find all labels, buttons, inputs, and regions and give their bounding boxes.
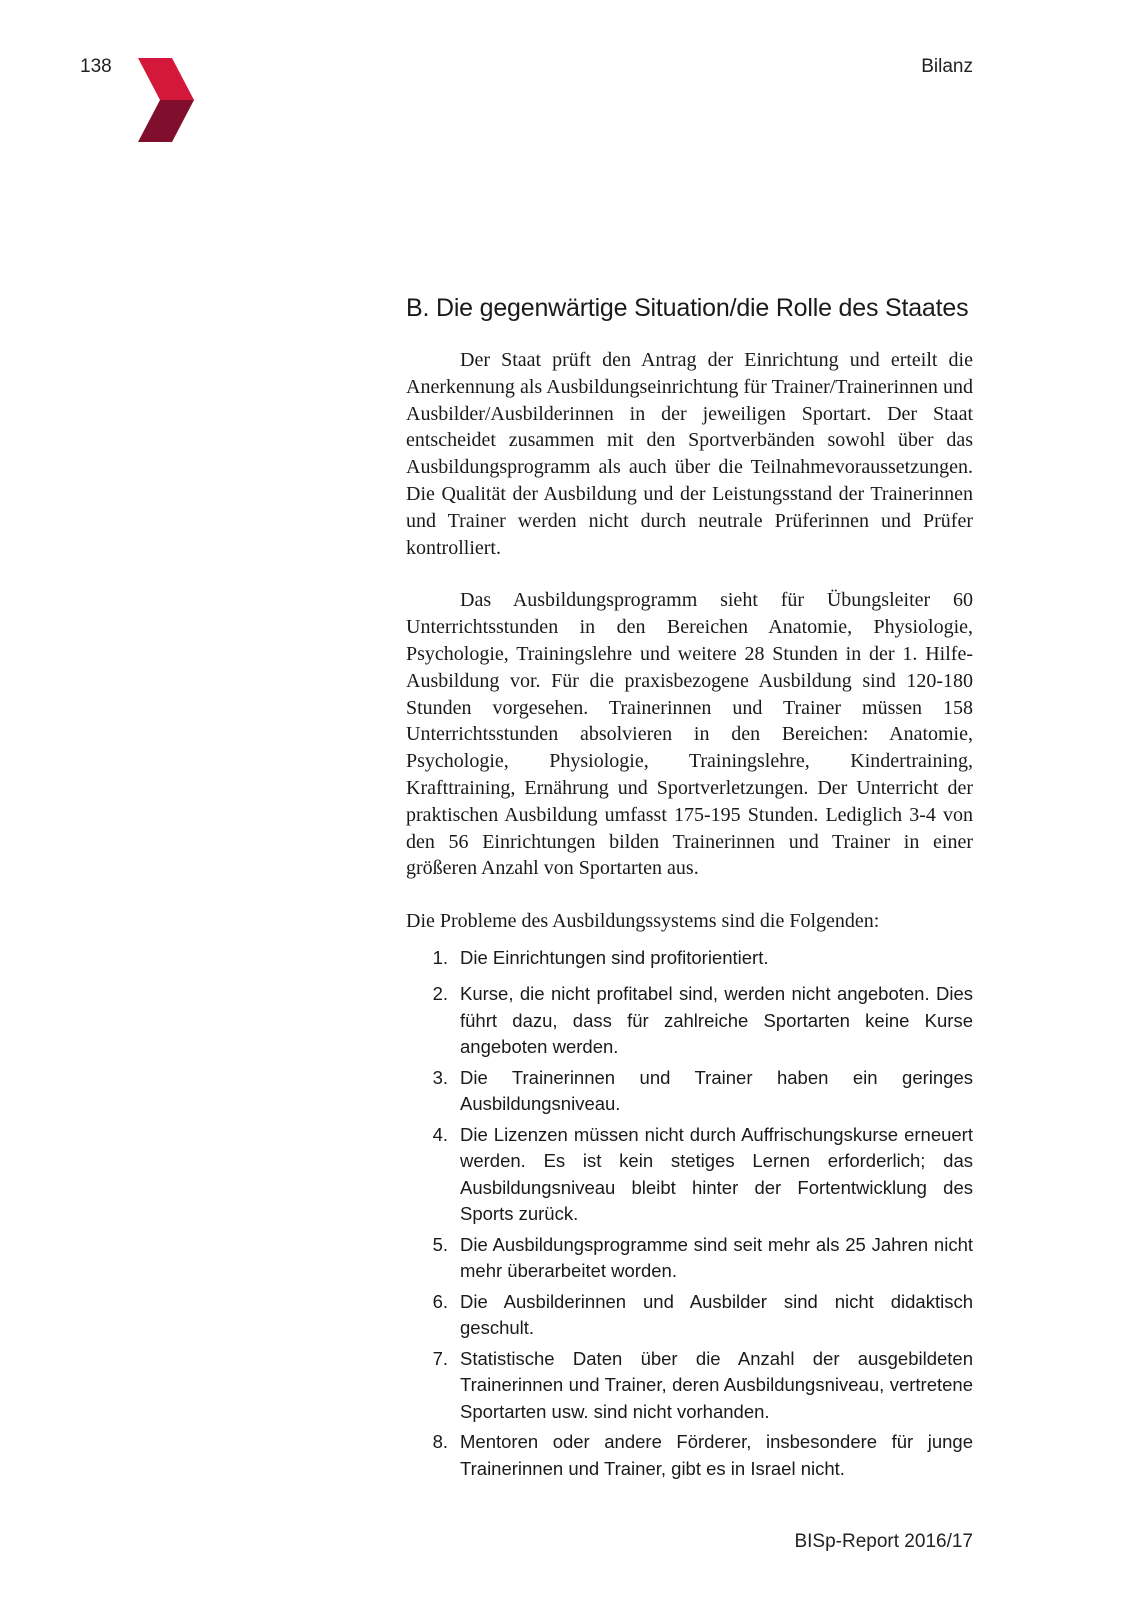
footer-report-label: BISp-Report 2016/17	[794, 1531, 973, 1552]
list-item	[406, 1232, 973, 1285]
list-item	[406, 1122, 973, 1228]
problems-intro: Die Probleme des Ausbildungssystems sind die Folgenden:	[406, 910, 880, 933]
main-content	[406, 294, 973, 1486]
list-number: 4.	[432, 1123, 448, 1145]
list-text: Mentoren oder andere Förderer, insbesondere für junge Trainerinnen und Trainer, gibt es in Israel nicht.	[460, 1431, 973, 1479]
list-item	[406, 945, 973, 972]
section-heading: B. Die gegenwärtige Situation/die Rolle des Staates	[406, 294, 969, 322]
section-label: Bilanz	[921, 56, 973, 77]
paragraph-training-program: Das Ausbildungsprogramm sieht für Übungsleiter 60 Unterrichtsstunden in den Bereichen Anatomie, Physiologie, Psychologie, Trainingslehre und weitere 28 Stunden in der 1. Hilfe-Ausbildung vor. Für die praxisbezogene Ausbildung sind 120-180 Stunden vorgesehen. Trainerinnen und Trainer müssen 158 Unterrichtsstunden absolvieren in den Bereichen: Anatomie, Psychologie, Physiologie, Trainingslehre, Kindertraining, Krafttraining, Ernährung und Sportverletzungen. Der Unterricht der praktischen Ausbildung umfasst 175-195 Stunden. Lediglich 3-4 von den 56 Einrichtungen bilden Trainerinnen und Trainer in einer größeren Anzahl von Sportarten aus.	[406, 589, 973, 880]
list-item	[406, 1065, 973, 1118]
list-text: Statistische Daten über die Anzahl der ausgebildeten Trainerinnen und Trainer, deren Ausbildungsniveau, vertretene Sportarten usw. sind nicht vorhanden.	[460, 1347, 973, 1422]
list-item	[406, 981, 973, 1061]
list-number: 6.	[432, 1290, 448, 1312]
list-text: Die Trainerinnen und Trainer haben ein geringes Ausbildungsniveau.	[460, 1066, 973, 1115]
list-number: 1.	[432, 946, 448, 968]
list-number: 2.	[432, 983, 448, 1005]
list-text: Die Ausbildungsprogramme sind seit mehr als 25 Jahren nicht mehr überarbeitet worden.	[460, 1233, 973, 1282]
chevron-logo-icon	[138, 58, 194, 142]
list-text: Die Ausbilderinnen und Ausbilder sind nicht didaktisch geschult.	[460, 1290, 973, 1339]
logo-lower-segment	[138, 100, 194, 142]
list-item	[406, 1346, 973, 1426]
logo-upper-segment	[138, 58, 194, 100]
list-item	[406, 1429, 973, 1482]
list-text: Die Lizenzen müssen nicht durch Auffrischungskurse erneuert werden. Es ist kein stetiges Lernen erforderlich; das Ausbildungsniveau bleibt hinter der Fortentwicklung des Sports zurück.	[460, 1123, 973, 1225]
list-item	[406, 1289, 973, 1342]
paragraph-state-role: Der Staat prüft den Antrag der Einrichtung und erteilt die Anerkennung als Ausbildungseinrichtung für Trainer/Trainerinnen und Ausbilder/Ausbilderinnen in der jeweiligen Sportart. Der Staat entscheidet zusammen mit den Sportverbänden sowohl über das Ausbildungsprogramm als auch über die Teilnahmevoraussetzungen. Die Qualität der Ausbildung und der Leistungsstand der Trainerinnen und Trainer werden nicht durch neutrale Prüferinnen und Prüfer kontrolliert.	[406, 349, 973, 559]
list-number: 3.	[432, 1066, 448, 1088]
list-text: Die Einrichtungen sind profitorientiert.	[460, 946, 769, 968]
page-number: 138	[80, 56, 112, 77]
list-number: 7.	[432, 1347, 448, 1369]
list-number: 5.	[432, 1233, 448, 1255]
list-text: Kurse, die nicht profitabel sind, werden nicht angeboten. Dies führt dazu, dass für zahlreiche Sportarten keine Kurse angeboten werden.	[460, 983, 973, 1058]
problems-list	[406, 945, 973, 1483]
list-number: 8.	[432, 1431, 448, 1453]
